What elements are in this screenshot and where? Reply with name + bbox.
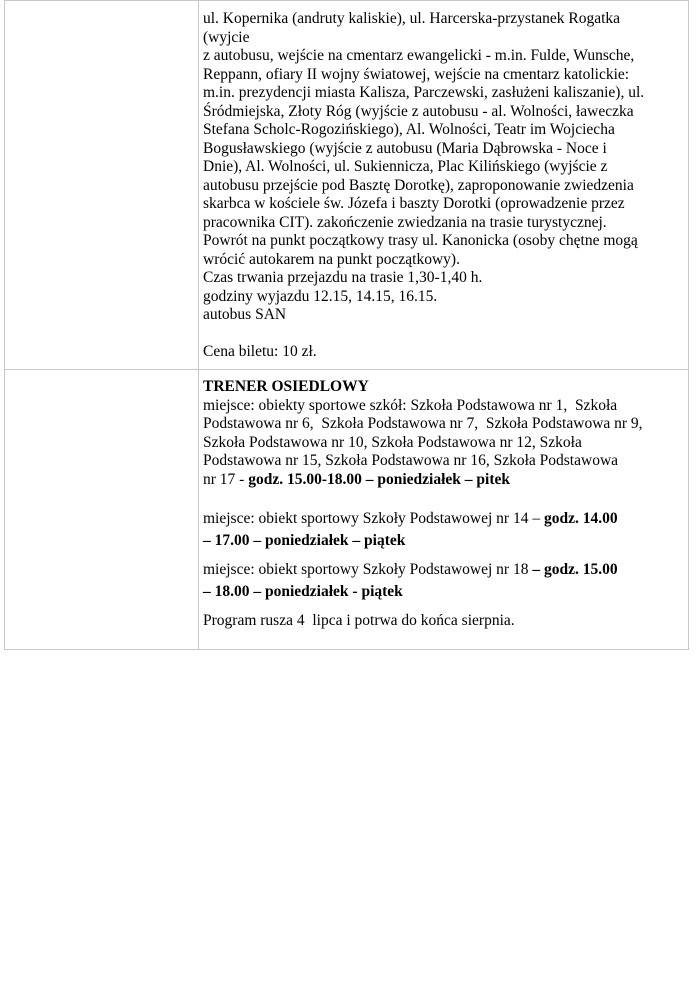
duration-line: Czas trwania przejazdu na trasie 1,30-1,40 h. xyxy=(203,269,483,286)
text-line: Bogusławskiego (wyjście z autobusu (Maria Dąbrowska - Noce i xyxy=(203,139,607,157)
schedule-hours: – 18.00 – poniedziałek - piątek xyxy=(203,582,403,600)
schedule-table xyxy=(4,0,689,650)
text-line: ul. Kopernika (andruty kaliskie), ul. Harcerska-przystanek Rogatka xyxy=(203,10,621,27)
schedule-plain: miejsce: obiekt sportowy Szkoły Podstawowej nr 18 xyxy=(203,560,533,578)
text-line: pracownika CIT). zakończenie zwiedzania na trasie turystycznej. xyxy=(203,213,607,231)
schedule-plain: nr 17 - xyxy=(203,470,249,488)
bus-line: autobus SAN xyxy=(203,306,287,323)
row1-left-cell xyxy=(5,1,199,370)
ticket-price: Cena biletu: 10 zł. xyxy=(203,343,317,360)
text-line: Śródmiejska, Złoty Róg (wyjście z autobusu - al. Wolności, ławeczka xyxy=(203,102,634,120)
text-line: z autobusu, wejście na cmentarz ewangelicki - m.in. Fulde, Wunsche, xyxy=(203,47,635,64)
schedule-hours: godz. 15.00-18.00 – poniedziałek – pitek xyxy=(248,470,510,488)
schedule-hours: – 17.00 – poniedziałek – piątek xyxy=(203,531,406,549)
text-line: Dnie), Al. Wolności, ul. Sukiennicza, Plac Kilińskiego (wyjście z xyxy=(203,158,608,175)
schedule-hours: – godz. 15.00 xyxy=(532,560,618,578)
program-dates: Program rusza 4 lipca i potrwa do końca sierpnia. xyxy=(203,611,515,629)
section-title: TRENER OSIEDLOWY xyxy=(203,378,369,395)
text-line: (wyjcie xyxy=(203,28,250,46)
text-line: Reppann, ofiary II wojny światowej, wejście na cmentarz katolickie: xyxy=(203,65,630,83)
table-row xyxy=(5,370,689,650)
text-line: wrócić autokarem na punkt początkowy). xyxy=(203,250,460,268)
text-line: Stefana Scholc-Rogozińskiego), Al. Wolności, Teatr im Wojciecha xyxy=(203,121,615,138)
text-line xyxy=(203,559,684,581)
text-line: skarbca w kościele św. Józefa i baszty Dorotki (oprowadzenie przez xyxy=(203,195,625,212)
tour-description xyxy=(199,1,688,366)
text-line xyxy=(203,471,684,490)
departure-times-line: godziny wyjazdu 12.15, 14.15, 16.15. xyxy=(203,287,438,305)
text-line: Podstawowa nr 15, Szkoła Podstawowa nr 16, Szkoła Podstawowa xyxy=(203,452,619,469)
text-line: Szkoła Podstawowa nr 10, Szkoła Podstawowa nr 12, Szkoła xyxy=(203,433,582,451)
text-line: Powrót na punkt początkowy trasy ul. Kanonicka (osoby chętne mogą xyxy=(203,232,638,249)
text-line: Podstawowa nr 6, Szkoła Podstawowa nr 7, Szkoła Podstawowa nr 9, xyxy=(203,415,643,432)
text-line xyxy=(203,508,684,530)
table-row xyxy=(5,1,689,370)
trainer-description xyxy=(199,370,688,636)
row2-right-cell xyxy=(199,370,689,650)
schedule-hours: godz. 14.00 xyxy=(543,509,618,527)
text-line: autobusu przejście pod Basztę Dorotkę), zaproponowanie zwiedzenia xyxy=(203,176,634,194)
text-line: m.in. prezydencji miasta Kalisza, Parczewski, zasłużeni kaliszanie), ul. xyxy=(203,84,645,101)
text-line: miejsce: obiekty sportowe szkół: Szkoła Podstawowa nr 1, Szkoła xyxy=(203,396,618,414)
schedule-plain: miejsce: obiekt sportowy Szkoły Podstawowej nr 14 – xyxy=(203,509,544,527)
row2-left-cell xyxy=(5,370,199,650)
row1-right-cell xyxy=(199,1,689,370)
